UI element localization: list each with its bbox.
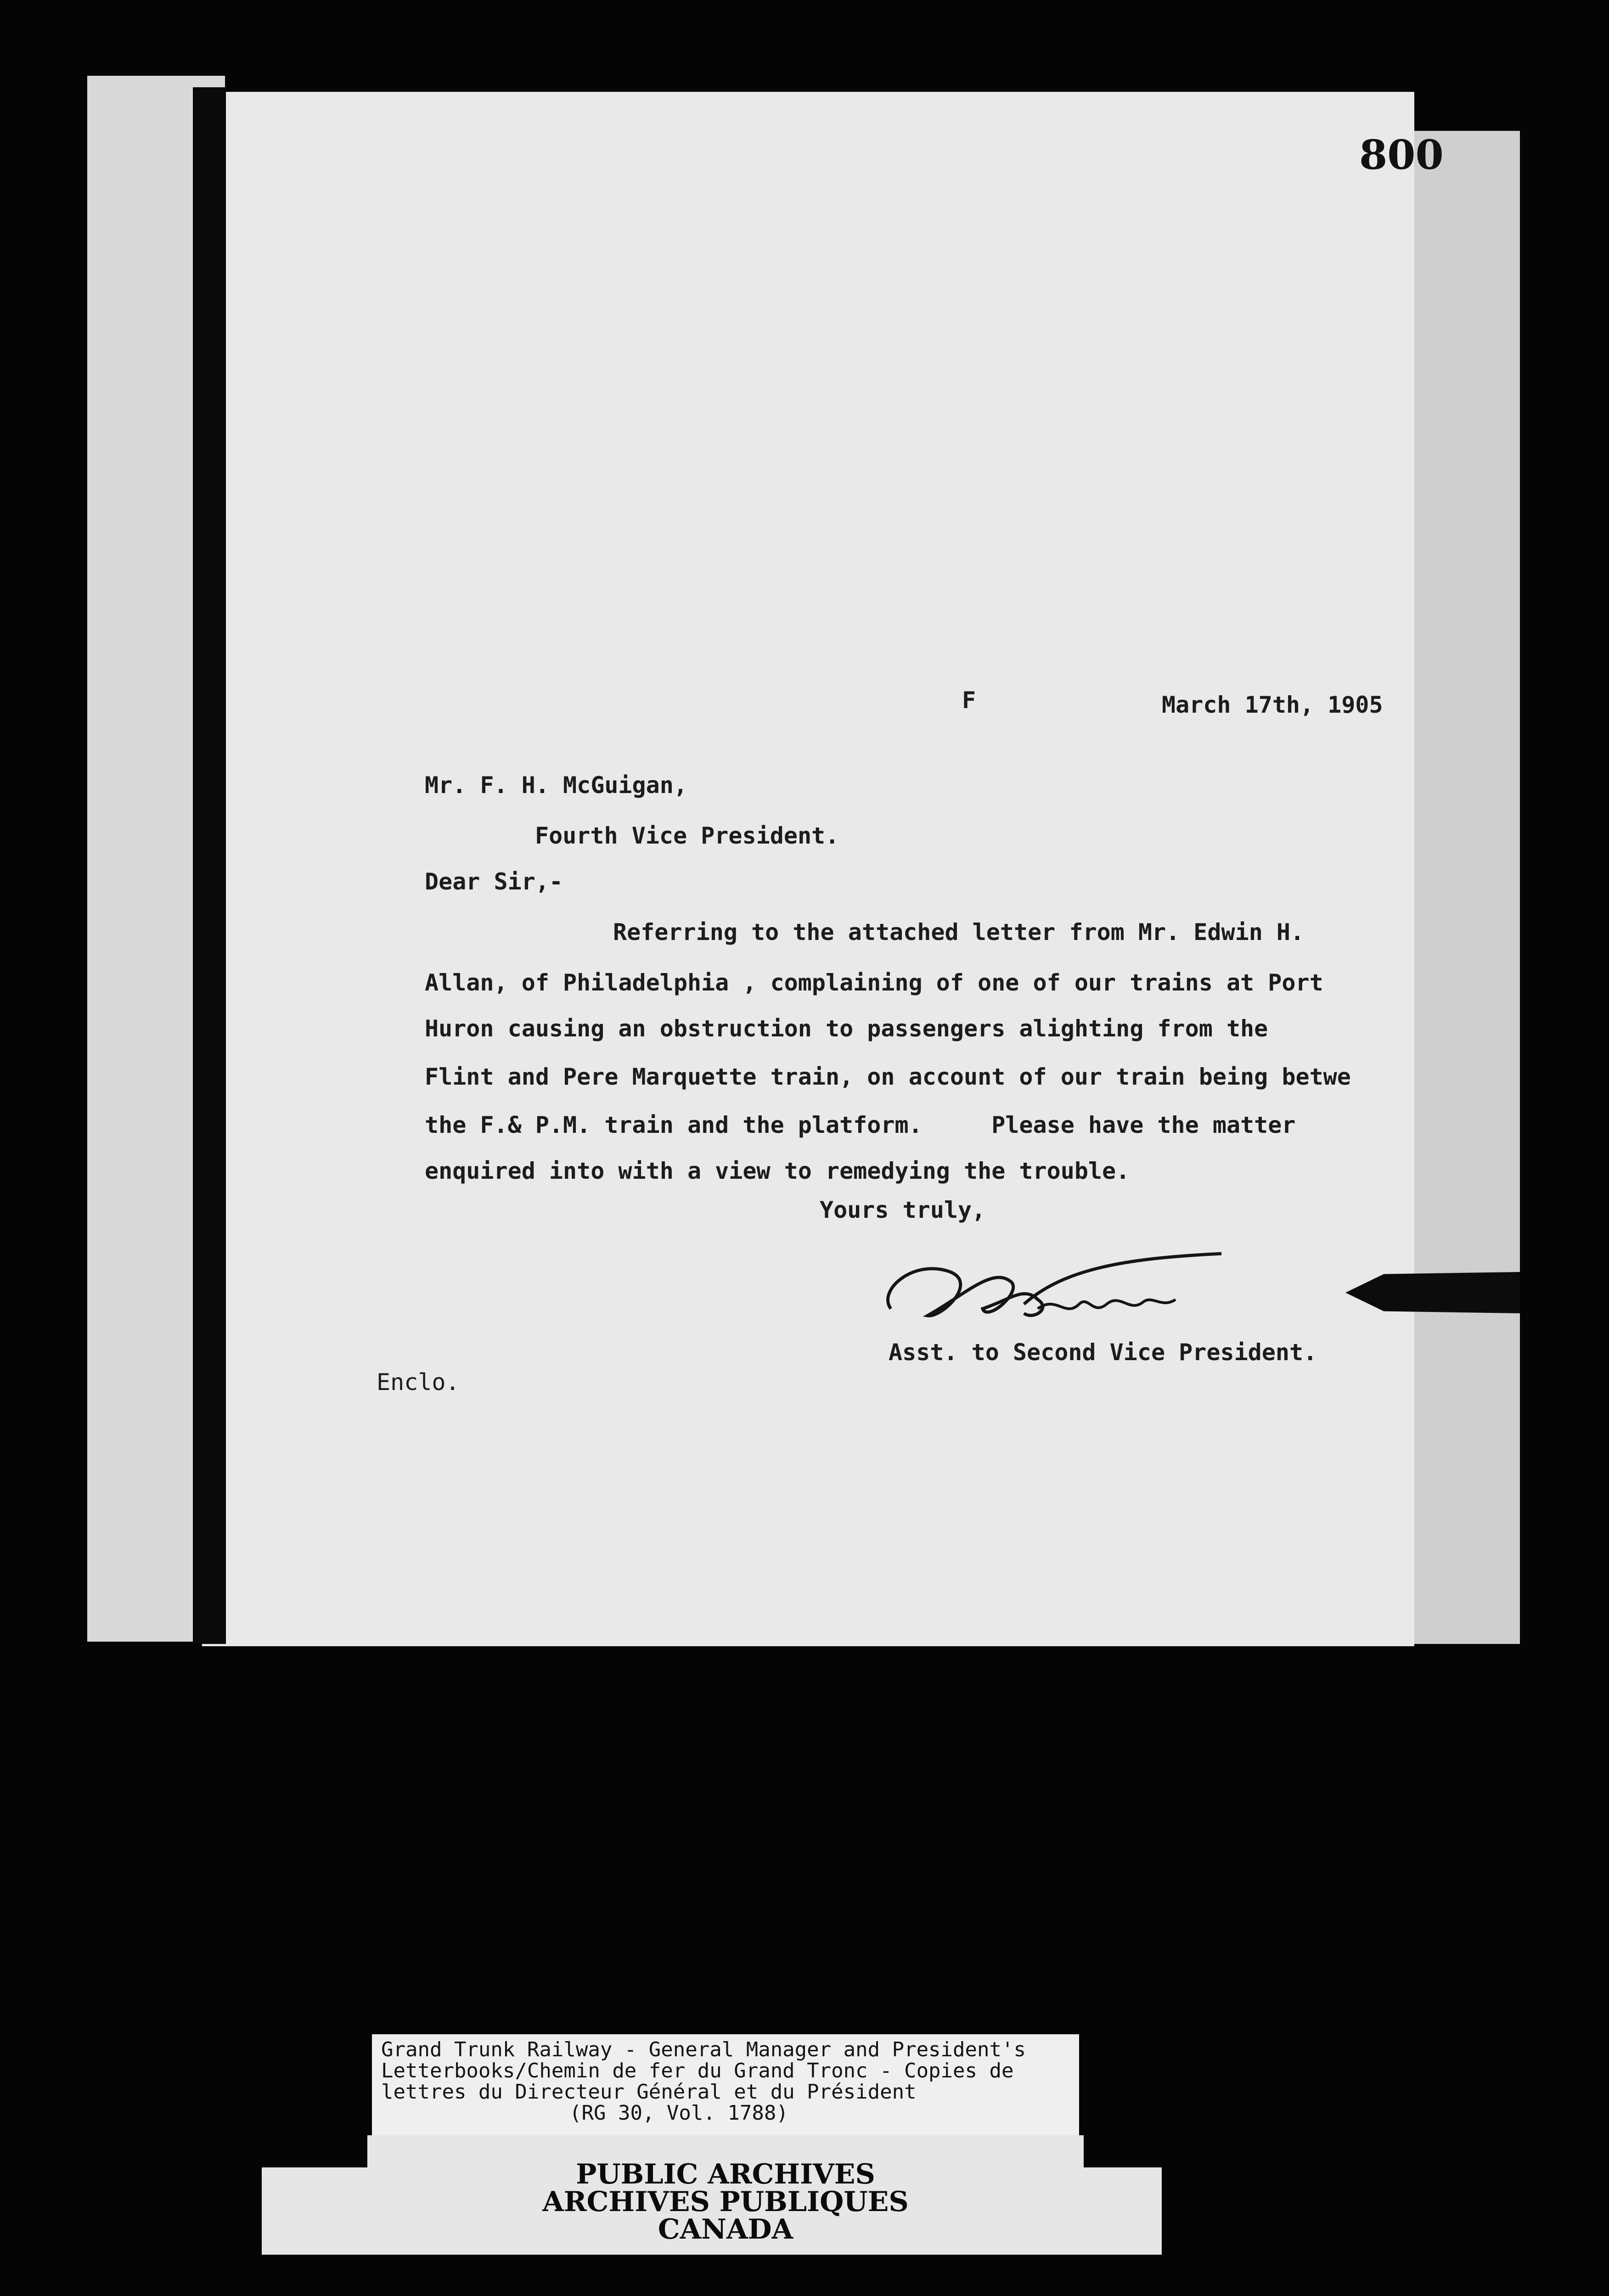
- body-line: Flint and Pere Marquette train, on account of our train being betwe: [425, 1064, 1351, 1090]
- stamp-line: ARCHIVES PUBLIQUES: [542, 2186, 909, 2218]
- handwritten-signature: [872, 1240, 1240, 1345]
- salutation: Dear Sir,-: [425, 868, 563, 895]
- archive-label-line: lettres du Directeur Général et du Président: [381, 2080, 917, 2104]
- stamp-notch: [1084, 2135, 1162, 2167]
- archive-label-line: Letterbooks/Chemin de fer du Grand Tronc - Copies de: [381, 2059, 1014, 2082]
- letter-date: March 17th, 1905: [1162, 692, 1383, 718]
- closing: Yours truly,: [820, 1197, 986, 1223]
- stamp-line: CANADA: [658, 2213, 793, 2245]
- body-line: enquired into with a view to remedying the trouble.: [425, 1158, 1130, 1184]
- addressee-title: Fourth Vice President.: [535, 822, 839, 849]
- file-mark: F: [962, 687, 976, 714]
- binding-shadow: [193, 87, 226, 1644]
- body-line: Allan, of Philadelphia , complaining of one of our trains at Port: [425, 969, 1323, 996]
- folio-number: 800: [1359, 131, 1444, 179]
- body-line: the F.& P.M. train and the platform. Please have the matter: [425, 1112, 1296, 1138]
- stamp-notch: [262, 2135, 367, 2167]
- enclosure-note: Enclo.: [377, 1369, 460, 1396]
- bleed-through-area: [597, 597, 1286, 895]
- page-edge-right: [1405, 131, 1520, 1644]
- stamp-line: PUBLIC ARCHIVES: [576, 2158, 875, 2190]
- archive-label-line: (RG 30, Vol. 1788): [569, 2101, 788, 2125]
- addressee-name: Mr. F. H. McGuigan,: [425, 772, 687, 799]
- body-line: Referring to the attached letter from Mr. Edwin H.: [613, 919, 1305, 945]
- archive-label-line: Grand Trunk Railway - General Manager and President's: [381, 2038, 1026, 2061]
- signer-title: Asst. to Second Vice President.: [889, 1339, 1317, 1366]
- body-line: Huron causing an obstruction to passengers alighting from the: [425, 1015, 1268, 1042]
